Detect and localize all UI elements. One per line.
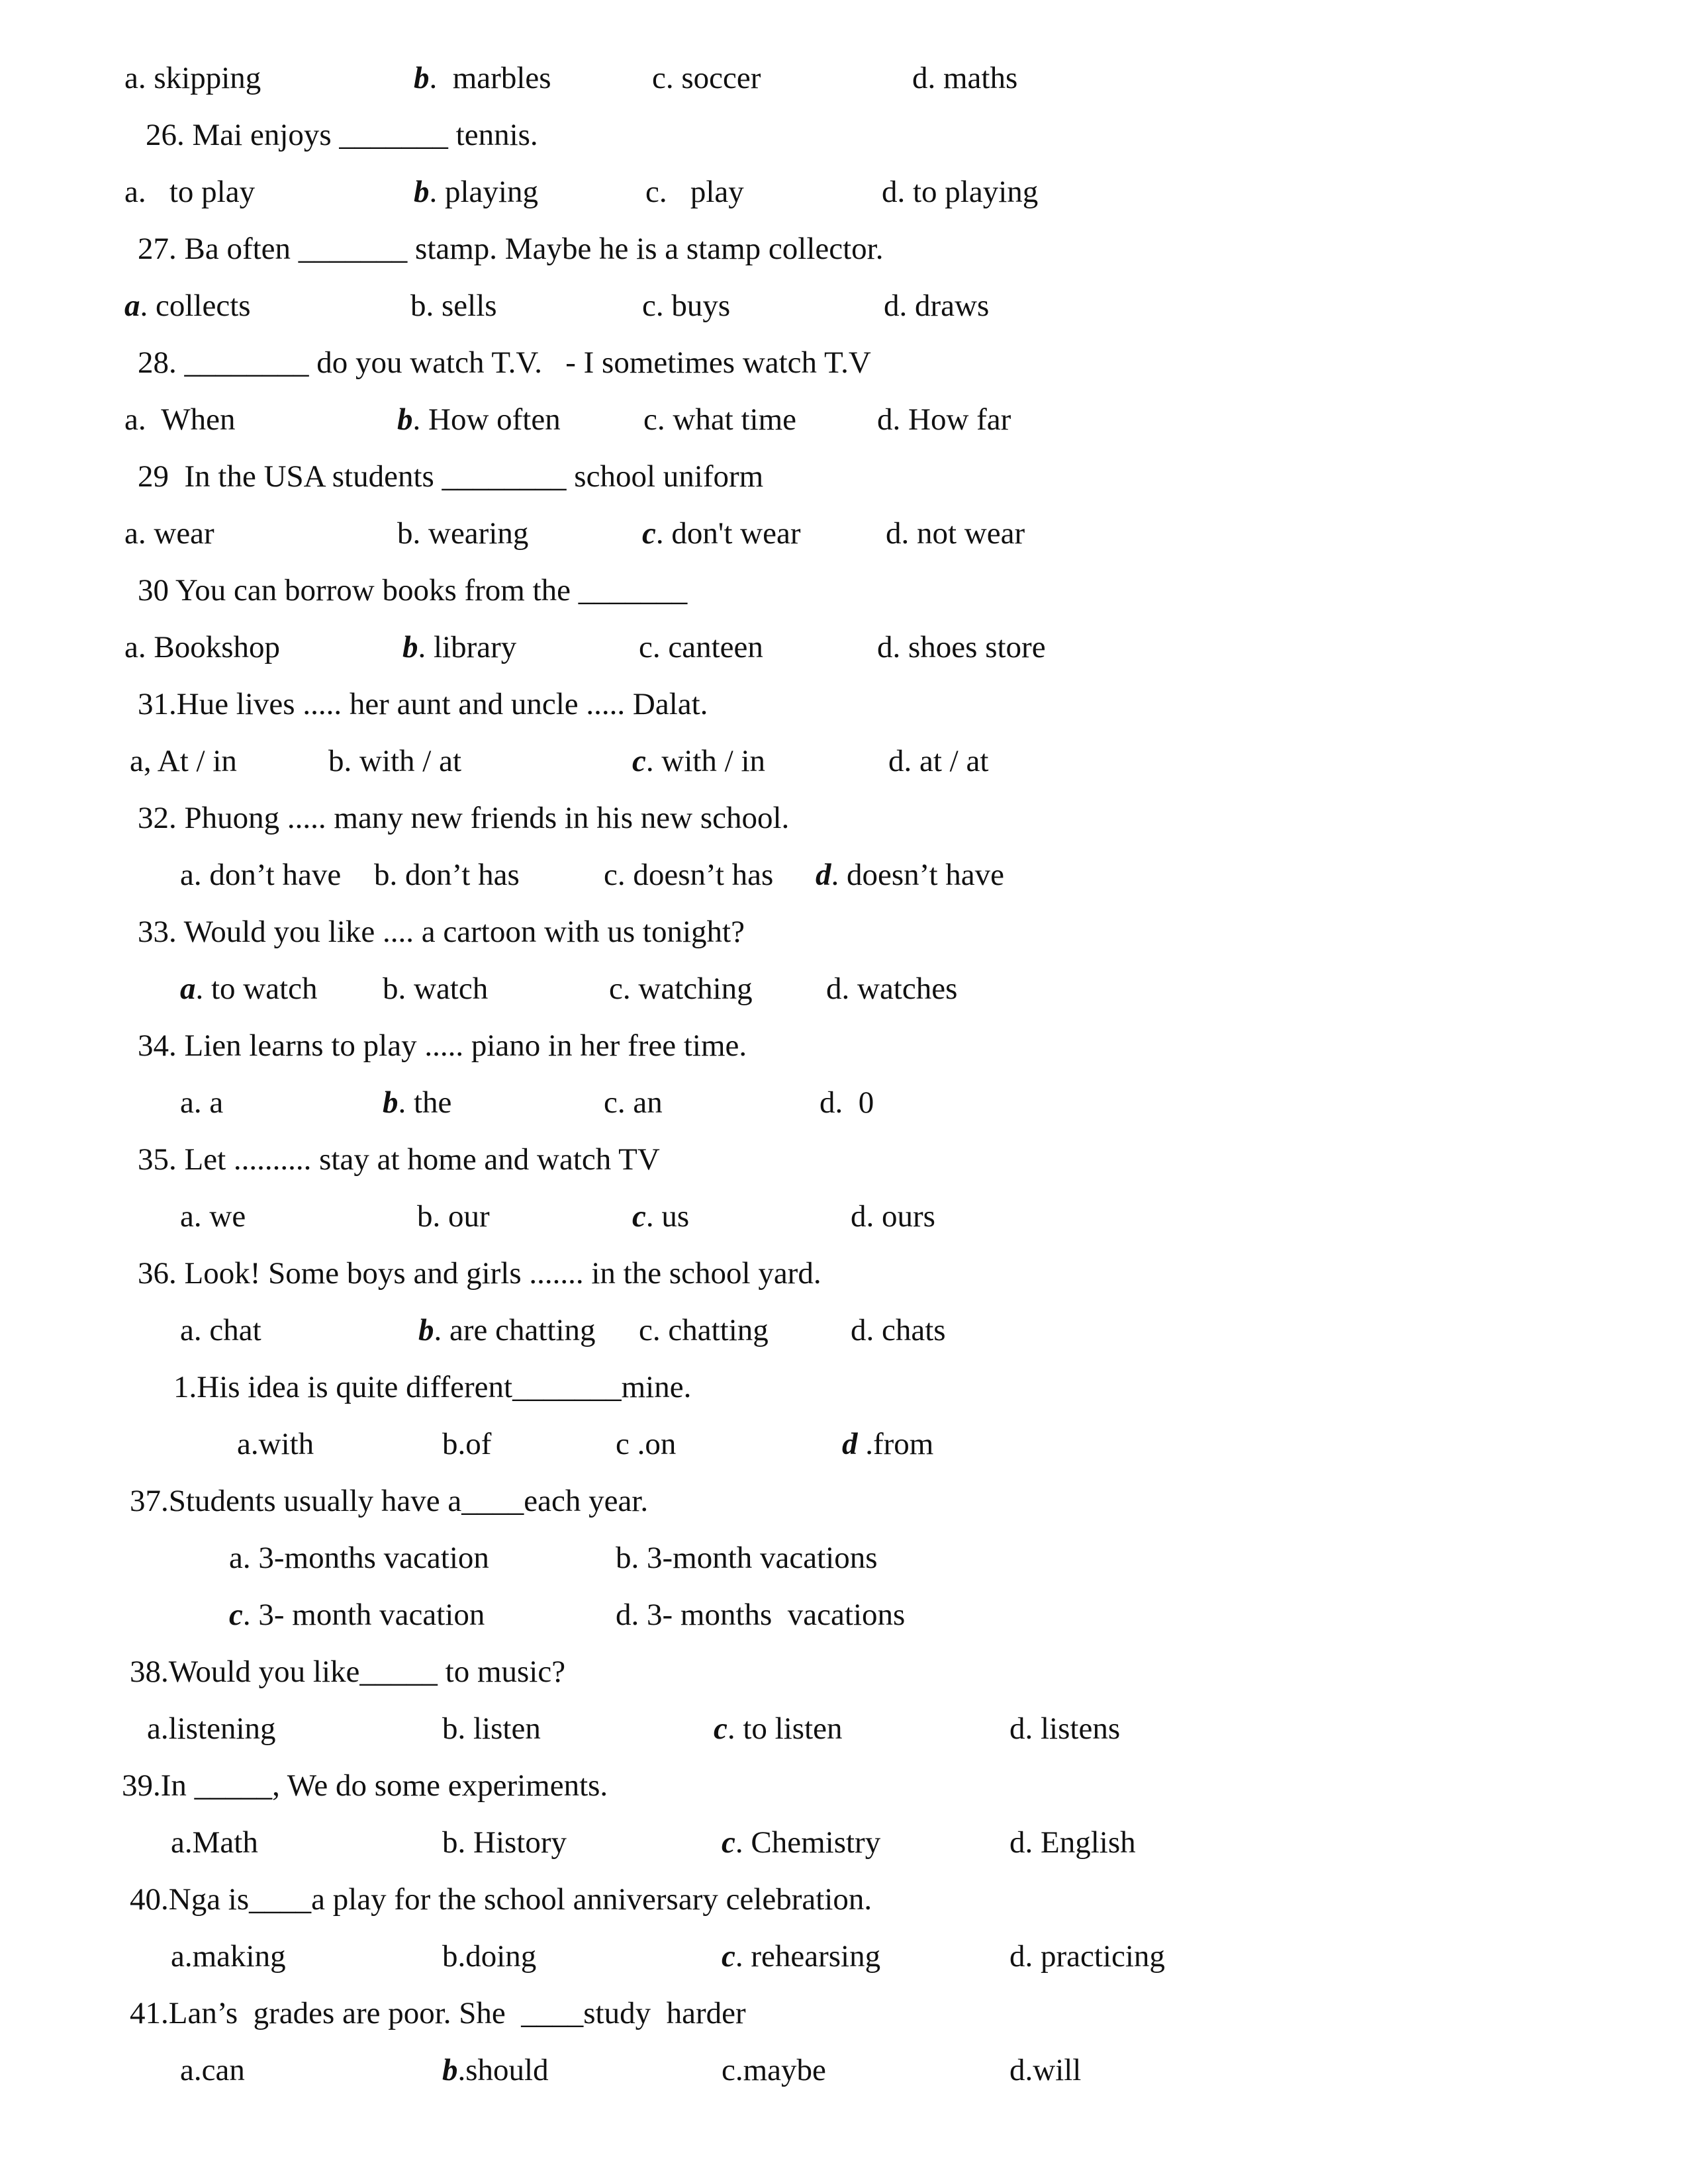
question-stem — [0, 1027, 1688, 1064]
answer-options-row — [0, 2052, 1688, 2089]
option-text: .Math — [184, 1825, 258, 1860]
answer-option-d — [888, 743, 988, 780]
answer-option-d — [877, 629, 1046, 666]
answer-option-d — [1009, 1938, 1165, 1975]
answer-option-c — [642, 515, 800, 552]
option-text: . us — [645, 1199, 690, 1234]
option-letter: a — [180, 2053, 194, 2087]
answer-option-a — [171, 1938, 286, 1975]
option-text: . maths — [927, 61, 1018, 95]
correct-answer-letter: b — [402, 630, 418, 664]
option-letter: c — [609, 972, 623, 1006]
option-letter: a — [171, 1939, 185, 1974]
option-text: . buys — [655, 289, 731, 323]
option-text: . with / in — [645, 744, 766, 778]
question-stem — [0, 116, 1688, 154]
answer-options-row — [0, 1198, 1688, 1235]
question-stem — [0, 458, 1688, 495]
answer-option-a — [180, 1312, 261, 1349]
option-text: . watches — [841, 972, 958, 1006]
option-text: . chats — [866, 1313, 946, 1347]
answer-option-c — [632, 743, 765, 780]
option-letter: c — [722, 2053, 735, 2087]
option-text: . not wear — [901, 516, 1025, 551]
option-text: . our — [432, 1199, 490, 1234]
option-text: . sells — [426, 289, 497, 323]
option-letter: d — [851, 1313, 867, 1347]
question-text: 27. Ba often _______ stamp. Maybe he is a stamp collector. — [138, 232, 884, 266]
answer-option-c — [652, 60, 761, 97]
option-letter: a — [147, 1711, 161, 1746]
option-letter: d — [886, 516, 902, 551]
question-text: 33. Would you like .... a cartoon with us tonight? — [138, 915, 745, 949]
answer-option-a — [124, 60, 261, 97]
question-text: 29 In the USA students ________ school uniform — [138, 459, 764, 494]
option-letter: a — [124, 630, 138, 664]
option-letter: b — [442, 1427, 458, 1461]
answer-option-d — [851, 1312, 946, 1349]
question-stem — [0, 1653, 1688, 1690]
option-text: . to listen — [727, 1711, 843, 1746]
option-letter: b — [383, 972, 399, 1006]
answer-options-row — [0, 743, 1688, 780]
option-letter: b — [417, 1199, 433, 1234]
option-text: . 0 — [835, 1085, 874, 1120]
option-letter: d — [1009, 2053, 1025, 2087]
option-letter: c — [616, 1427, 630, 1461]
option-text: . History — [457, 1825, 567, 1860]
answer-option-c — [632, 1198, 689, 1235]
option-text: . don’t have — [193, 858, 342, 892]
question-stem — [0, 572, 1688, 609]
answer-option-b — [410, 287, 497, 324]
option-text: . Bookshop — [138, 630, 281, 664]
option-text: .maybe — [735, 2053, 826, 2087]
answer-option-d — [842, 1426, 933, 1463]
option-letter: d — [1009, 1939, 1025, 1974]
option-text: . are chatting — [434, 1313, 596, 1347]
answer-option-b — [616, 1539, 878, 1576]
answer-option-a — [124, 287, 251, 324]
question-text: 38.Would you like_____ to music? — [130, 1655, 566, 1689]
option-letter: a — [180, 1199, 194, 1234]
option-text: . practicing — [1025, 1939, 1165, 1974]
question-stem — [0, 1767, 1688, 1804]
option-text: . shoes store — [892, 630, 1046, 664]
option-text: . soccer — [665, 61, 761, 95]
question-stem — [0, 1995, 1688, 2032]
question-text: 30 You can borrow books from the _______ — [138, 573, 688, 608]
option-text: . collects — [140, 289, 251, 323]
option-text: . what time — [657, 402, 797, 437]
option-letter: b — [410, 289, 426, 323]
answer-option-a — [130, 743, 237, 780]
option-letter: b — [397, 516, 413, 551]
answer-option-a — [171, 1824, 258, 1861]
option-text: . we — [193, 1199, 246, 1234]
answer-option-c — [722, 1824, 880, 1861]
answer-option-d — [816, 856, 1004, 893]
question-text: 1.His idea is quite different_______mine. — [173, 1370, 692, 1404]
answer-option-a — [180, 856, 341, 893]
answer-option-d — [1009, 2052, 1081, 2089]
answer-option-d — [886, 515, 1025, 552]
question-text: 32. Phuong ..... many new friends in his new school. — [138, 801, 790, 835]
answer-option-c — [639, 629, 763, 666]
option-letter: c — [639, 1313, 653, 1347]
answer-option-a — [229, 1539, 489, 1576]
answer-option-a — [147, 1710, 276, 1747]
correct-answer-letter: c — [714, 1711, 727, 1746]
option-letter: b — [442, 1825, 458, 1860]
answer-option-b — [418, 1312, 596, 1349]
option-letter: a — [171, 1825, 185, 1860]
question-text: 28. ________ do you watch T.V. - I sometimes watch T.V — [138, 345, 871, 380]
option-text: . draws — [899, 289, 990, 323]
option-letter: d — [820, 1085, 835, 1120]
answer-options-row — [0, 173, 1688, 210]
question-text: 40.Nga is____a play for the school anniversary celebration. — [130, 1882, 872, 1917]
question-stem — [0, 799, 1688, 837]
option-letter: a — [237, 1427, 251, 1461]
answer-option-b — [328, 743, 461, 780]
answer-option-d — [820, 1084, 874, 1121]
answer-option-d — [877, 401, 1011, 438]
question-text: 35. Let .......... stay at home and watch TV — [138, 1142, 660, 1177]
question-text: 26. Mai enjoys _______ tennis. — [146, 118, 538, 152]
answer-option-d — [912, 60, 1017, 97]
answer-option-a — [124, 401, 236, 438]
question-stem — [0, 686, 1688, 723]
option-letter: b — [442, 1711, 458, 1746]
option-letter: d — [616, 1598, 632, 1632]
option-text: , At / in — [143, 744, 237, 778]
option-text: .on — [629, 1427, 677, 1461]
option-letter: d — [851, 1199, 867, 1234]
correct-answer-letter: b — [397, 402, 413, 437]
option-text: . chatting — [652, 1313, 769, 1347]
option-letter: a — [180, 1085, 194, 1120]
option-text: . marbles — [429, 61, 551, 95]
option-text: . How often — [412, 402, 561, 437]
option-text: . playing — [429, 175, 538, 209]
answer-option-d — [826, 970, 957, 1007]
answer-options-row — [0, 401, 1688, 438]
correct-answer-letter: a — [124, 289, 140, 323]
option-text: . to play — [138, 175, 256, 209]
option-text: . a — [193, 1085, 224, 1120]
answer-option-b — [397, 401, 561, 438]
option-letter: c — [643, 402, 657, 437]
option-text: . When — [138, 402, 236, 437]
option-text: . an — [617, 1085, 663, 1120]
option-text: . 3- months vacations — [631, 1598, 906, 1632]
answer-options-row — [0, 1824, 1688, 1861]
question-stem — [0, 1881, 1688, 1918]
option-text: . English — [1025, 1825, 1136, 1860]
correct-answer-letter: c — [632, 1199, 646, 1234]
option-text: . listen — [457, 1711, 541, 1746]
answer-options-row — [0, 1426, 1688, 1463]
answer-option-c — [714, 1710, 843, 1747]
option-letter: a — [180, 858, 194, 892]
option-text: .will — [1025, 2053, 1082, 2087]
answer-option-b — [397, 515, 528, 552]
question-text: 34. Lien learns to play ..... piano in her free time. — [138, 1028, 747, 1063]
option-text: . 3-month vacations — [631, 1541, 878, 1575]
option-text: . play — [659, 175, 744, 209]
correct-answer-letter: c — [229, 1598, 243, 1632]
answer-option-b — [414, 173, 538, 210]
option-letter: d — [1009, 1825, 1025, 1860]
answer-option-b — [442, 1710, 541, 1747]
option-text: . skipping — [138, 61, 261, 95]
question-stem — [0, 913, 1688, 950]
option-letter: d — [877, 630, 893, 664]
option-text: . chat — [193, 1313, 261, 1347]
answer-options-row — [0, 1539, 1688, 1576]
option-text: . wear — [138, 516, 214, 551]
correct-answer-letter: a — [180, 972, 196, 1006]
answer-option-b — [417, 1198, 490, 1235]
answer-option-c — [609, 970, 753, 1007]
answer-option-b — [374, 856, 520, 893]
option-letter: c — [604, 1085, 618, 1120]
option-letter: d — [882, 175, 898, 209]
answer-option-c — [642, 287, 730, 324]
correct-answer-letter: b — [414, 61, 430, 95]
option-text: . 3- month vacation — [242, 1598, 485, 1632]
question-text: 31.Hue lives ..... her aunt and uncle ..... Dalat. — [138, 687, 708, 721]
answer-options-row — [0, 856, 1688, 893]
question-text: 36. Look! Some boys and girls ....... in the school yard. — [138, 1256, 821, 1291]
option-text: . doesn’t have — [831, 858, 1004, 892]
answer-option-c — [604, 1084, 663, 1121]
answer-option-c — [722, 2052, 826, 2089]
option-letter: b — [442, 1939, 458, 1974]
option-text: . to playing — [897, 175, 1039, 209]
option-text: .making — [184, 1939, 286, 1974]
option-letter: d — [888, 744, 904, 778]
option-text: .of — [457, 1427, 492, 1461]
question-text: 37.Students usually have a____each year. — [130, 1484, 649, 1518]
answer-options-row — [0, 1710, 1688, 1747]
answer-option-d — [851, 1198, 935, 1235]
answer-option-c — [639, 1312, 769, 1349]
answer-option-b — [442, 1824, 567, 1861]
option-text: . Chemistry — [735, 1825, 881, 1860]
option-letter: c — [639, 630, 653, 664]
answer-option-d — [884, 287, 989, 324]
option-text: . with / at — [344, 744, 462, 778]
answer-option-d — [882, 173, 1038, 210]
question-stem — [0, 1141, 1688, 1178]
option-letter: c — [652, 61, 666, 95]
option-text: . at / at — [904, 744, 989, 778]
option-letter: d — [826, 972, 842, 1006]
answer-option-b — [442, 1938, 536, 1975]
option-text: . watch — [398, 972, 489, 1006]
option-letter: d — [912, 61, 928, 95]
answer-option-a — [180, 2052, 245, 2089]
answer-option-b — [402, 629, 516, 666]
answer-option-a — [180, 1084, 223, 1121]
option-letter: d — [1009, 1711, 1025, 1746]
option-letter: b — [616, 1541, 632, 1575]
correct-answer-letter: c — [722, 1939, 735, 1974]
answer-option-b — [383, 970, 488, 1007]
answer-options-row — [0, 60, 1688, 97]
option-letter: d — [884, 289, 900, 323]
option-text: .doing — [457, 1939, 537, 1974]
correct-answer-letter: d — [816, 858, 831, 892]
correct-answer-letter: b — [414, 175, 430, 209]
answer-option-b — [383, 1084, 451, 1121]
option-text: . listens — [1025, 1711, 1121, 1746]
answer-option-c — [229, 1596, 485, 1633]
answer-option-c — [604, 856, 773, 893]
answer-option-b — [414, 60, 551, 97]
option-text: . 3-months vacation — [242, 1541, 489, 1575]
question-stem — [0, 230, 1688, 267]
answer-options-row — [0, 287, 1688, 324]
answer-option-d — [1009, 1710, 1120, 1747]
option-letter: d — [877, 402, 893, 437]
option-text: .can — [193, 2053, 245, 2087]
option-text: . the — [398, 1085, 452, 1120]
correct-answer-letter: b — [442, 2053, 458, 2087]
correct-answer-letter: c — [632, 744, 646, 778]
correct-answer-letter: c — [722, 1825, 735, 1860]
answer-option-c — [645, 173, 744, 210]
correct-answer-letter: d — [842, 1427, 858, 1461]
answer-options-row — [0, 970, 1688, 1007]
question-stem — [0, 344, 1688, 381]
option-letter: c — [642, 289, 656, 323]
question-stem — [0, 1369, 1688, 1406]
option-text: . canteen — [652, 630, 763, 664]
option-text: . to watch — [195, 972, 318, 1006]
answer-options-row — [0, 1312, 1688, 1349]
answer-option-a — [180, 1198, 246, 1235]
answer-option-a — [124, 629, 280, 666]
option-text: . ours — [866, 1199, 935, 1234]
option-letter: a — [124, 61, 138, 95]
option-letter: a — [124, 516, 138, 551]
option-letter: a — [180, 1313, 194, 1347]
question-text: 39.In _____, We do some experiments. — [122, 1768, 608, 1803]
option-text: .with — [250, 1427, 314, 1461]
answer-options-row — [0, 1084, 1688, 1121]
answer-option-a — [124, 515, 214, 552]
option-text: . don't wear — [655, 516, 801, 551]
correct-answer-letter: b — [418, 1313, 434, 1347]
answer-options-row — [0, 515, 1688, 552]
answer-option-c — [616, 1426, 676, 1463]
option-text: . wearing — [412, 516, 529, 551]
correct-answer-letter: b — [383, 1085, 399, 1120]
option-text: .should — [457, 2053, 549, 2087]
answer-option-b — [442, 1426, 491, 1463]
option-text: . How far — [892, 402, 1011, 437]
option-letter: a — [130, 744, 144, 778]
option-text: . watching — [622, 972, 753, 1006]
answer-option-a — [237, 1426, 314, 1463]
answer-option-c — [722, 1938, 880, 1975]
question-text: 41.Lan’s grades are poor. She ____study harder — [130, 1996, 746, 2030]
answer-option-a — [180, 970, 318, 1007]
option-letter: c — [604, 858, 618, 892]
option-letter: a — [124, 175, 138, 209]
option-text: . rehearsing — [735, 1939, 881, 1974]
answer-option-c — [643, 401, 796, 438]
question-stem — [0, 1255, 1688, 1292]
answer-options-row — [0, 1938, 1688, 1975]
correct-answer-letter: c — [642, 516, 656, 551]
question-stem — [0, 1482, 1688, 1520]
answer-option-b — [442, 2052, 549, 2089]
answer-option-a — [124, 173, 255, 210]
option-letter: a — [124, 402, 138, 437]
option-letter: b — [374, 858, 390, 892]
option-text: .listening — [160, 1711, 276, 1746]
option-text: . doesn’t has — [617, 858, 774, 892]
answer-options-row — [0, 629, 1688, 666]
answer-options-row — [0, 1596, 1688, 1633]
option-text: . library — [418, 630, 517, 664]
option-letter: a — [229, 1541, 243, 1575]
option-text: .from — [857, 1427, 934, 1461]
option-letter: c — [645, 175, 659, 209]
option-text: . don’t has — [389, 858, 520, 892]
answer-option-d — [1009, 1824, 1136, 1861]
answer-option-d — [616, 1596, 905, 1633]
option-letter: b — [328, 744, 344, 778]
